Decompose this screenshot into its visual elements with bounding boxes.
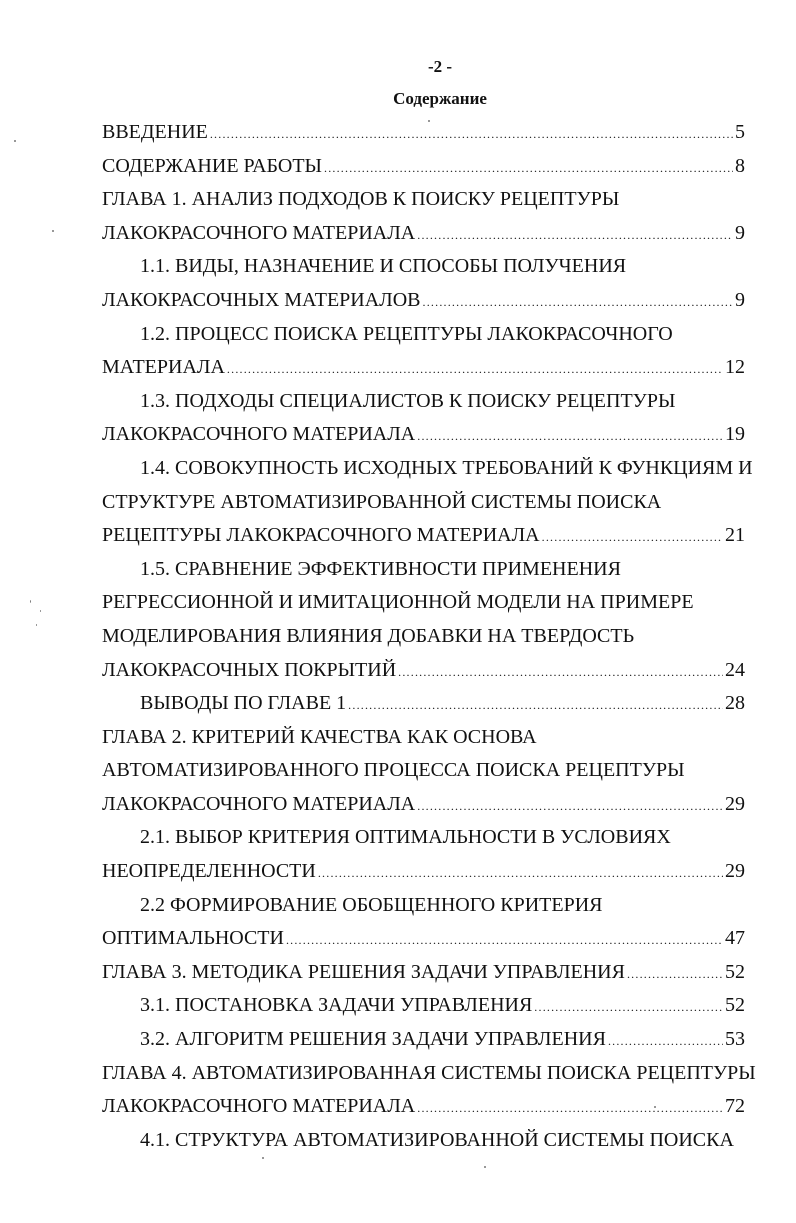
toc-leader-dots (318, 857, 723, 891)
toc-entry (102, 654, 745, 688)
toc-leader-dots (417, 1092, 723, 1126)
toc-entry-page: 24 (725, 658, 745, 681)
toc-entry (102, 956, 745, 990)
scan-speck (14, 140, 16, 142)
table-of-contents (102, 116, 756, 1157)
toc-entry (102, 855, 745, 889)
toc-entry-page: 9 (735, 221, 745, 244)
toc-entry-title: ЛАКОКРАСОЧНЫХ ПОКРЫТИЙ (102, 658, 397, 681)
page-heading: Содержание (393, 89, 487, 108)
scan-speck (262, 1157, 264, 1159)
toc-entry-page: 5 (735, 121, 745, 143)
scan-speck (52, 230, 54, 232)
toc-leader-dots (286, 924, 723, 958)
toc-entry (102, 284, 745, 318)
toc-entry-middle-line: МОДЕЛИРОВАНИЯ ВЛИЯНИЯ ДОБАВКИ НА ТВЕРДОСТЬ (102, 624, 635, 647)
toc-entry-middle-line: РЕГРЕССИОННОЙ И ИМИТАЦИОННОЙ МОДЕЛИ НА ПРИМЕРЕ (102, 591, 694, 614)
toc-entry-first-line: ГЛАВА 4. АВТОМАТИЗИРОВАННАЯ СИСТЕМЫ ПОИСКА РЕЦЕПТУРЫ (102, 1061, 756, 1084)
toc-entry (102, 989, 745, 1023)
toc-entry-first-line: 2.1. ВЫБОР КРИТЕРИЯ ОПТИМАЛЬНОСТИ В УСЛОВИЯХ (140, 826, 671, 849)
toc-entry (102, 351, 745, 385)
page-number: -2 - (427, 57, 453, 76)
toc-entry-title: ГЛАВА 3. МЕТОДИКА РЕШЕНИЯ ЗАДАЧИ УПРАВЛЕНИЯ (102, 960, 625, 983)
toc-leader-dots (417, 790, 723, 824)
toc-entry-page: 19 (725, 423, 745, 446)
toc-entry-title: ОПТИМАЛЬНОСТИ (102, 927, 284, 950)
scan-speck (30, 600, 31, 603)
toc-entry (102, 687, 745, 721)
toc-entry (102, 418, 745, 452)
toc-entry-title: ЛАКОКРАСОЧНОГО МАТЕРИАЛА (102, 221, 416, 244)
toc-entry-page: 21 (725, 524, 745, 547)
toc-entry (102, 1023, 745, 1057)
scan-speck (40, 610, 41, 612)
toc-leader-dots (324, 152, 733, 186)
toc-entry (102, 1090, 745, 1124)
toc-entry-title: МАТЕРИАЛА (102, 356, 225, 379)
toc-entry-page: 72 (725, 1095, 745, 1118)
toc-entry-title: ВВЕДЕНИЕ (102, 121, 208, 143)
scan-speck (654, 1106, 656, 1108)
toc-leader-dots (608, 1025, 723, 1059)
toc-entry-page: 29 (725, 792, 745, 815)
toc-leader-dots (542, 521, 723, 555)
toc-leader-dots (417, 420, 723, 454)
toc-entry (102, 217, 745, 251)
toc-entry-title: ЛАКОКРАСОЧНОГО МАТЕРИАЛА (102, 423, 416, 446)
toc-entry-first-line: 1.2. ПРОЦЕСС ПОИСКА РЕЦЕПТУРЫ ЛАКОКРАСОЧНОГО (140, 322, 673, 345)
toc-entry-first-line: 1.1. ВИДЫ, НАЗНАЧЕНИЕ И СПОСОБЫ ПОЛУЧЕНИЯ (140, 255, 627, 278)
toc-leader-dots (210, 118, 733, 152)
toc-entry-title: РЕЦЕПТУРЫ ЛАКОКРАСОЧНОГО МАТЕРИАЛА (102, 524, 540, 547)
toc-entry (102, 116, 745, 150)
toc-leader-dots (417, 219, 733, 253)
toc-entry-first-line: 1.3. ПОДХОДЫ СПЕЦИАЛИСТОВ К ПОИСКУ РЕЦЕПТУРЫ (140, 389, 676, 412)
toc-entry-page: 8 (735, 154, 745, 177)
toc-entry-title: ЛАКОКРАСОЧНЫХ МАТЕРИАЛОВ (102, 288, 421, 311)
toc-leader-dots (534, 991, 723, 1025)
toc-entry-title: СОДЕРЖАНИЕ РАБОТЫ (102, 154, 322, 177)
toc-entry-first-line: 2.2 ФОРМИРОВАНИЕ ОБОБЩЕННОГО КРИТЕРИЯ (140, 893, 603, 916)
toc-entry-middle-line: СТРУКТУРЕ АВТОМАТИЗИРОВАННОЙ СИСТЕМЫ ПОИСКА (102, 490, 662, 513)
toc-entry-title: ЛАКОКРАСОЧНОГО МАТЕРИАЛА (102, 792, 416, 815)
toc-entry-first-line: ГЛАВА 2. КРИТЕРИЙ КАЧЕСТВА КАК ОСНОВА (102, 725, 537, 748)
toc-leader-dots (423, 286, 733, 320)
toc-entry-page: 52 (725, 960, 745, 983)
toc-entry (102, 150, 745, 184)
scan-speck (428, 120, 430, 122)
toc-entry-title: 3.1. ПОСТАНОВКА ЗАДАЧИ УПРАВЛЕНИЯ (140, 994, 533, 1017)
toc-entry (102, 922, 745, 956)
toc-entry (102, 519, 745, 553)
toc-entry (102, 788, 745, 822)
toc-entry-first-line: 1.4. СОВОКУПНОСТЬ ИСХОДНЫХ ТРЕБОВАНИЙ К ФУНКЦИЯМ И (140, 456, 753, 479)
toc-entry-page: 9 (735, 288, 745, 311)
toc-entry-page: 28 (725, 692, 745, 715)
toc-leader-dots (627, 958, 723, 992)
toc-leader-dots (348, 689, 723, 723)
toc-entry-page: 53 (725, 1028, 745, 1051)
toc-leader-dots (398, 656, 723, 690)
toc-entry-first-line: 1.5. СРАВНЕНИЕ ЭФФЕКТИВНОСТИ ПРИМЕНЕНИЯ (140, 557, 621, 580)
toc-entry-first-line: 4.1. СТРУКТУРА АВТОМАТИЗИРОВАННОЙ СИСТЕМЫ ПОИСКА (140, 1128, 734, 1151)
toc-entry-title: 3.2. АЛГОРИТМ РЕШЕНИЯ ЗАДАЧИ УПРАВЛЕНИЯ (140, 1028, 606, 1051)
toc-entry-first-line: ГЛАВА 1. АНАЛИЗ ПОДХОДОВ К ПОИСКУ РЕЦЕПТУРЫ (102, 188, 620, 211)
toc-entry-page: 52 (725, 994, 745, 1017)
toc-entry-title: ЛАКОКРАСОЧНОГО МАТЕРИАЛА (102, 1095, 416, 1118)
toc-entry-middle-line: АВТОМАТИЗИРОВАННОГО ПРОЦЕССА ПОИСКА РЕЦЕПТУРЫ (102, 759, 685, 782)
scan-speck (484, 1166, 486, 1168)
toc-entry-title: ВЫВОДЫ ПО ГЛАВЕ 1 (140, 692, 347, 715)
toc-entry-title: НЕОПРЕДЕЛЕННОСТИ (102, 860, 316, 883)
toc-entry-page: 12 (725, 356, 745, 379)
scan-speck (36, 624, 37, 626)
toc-entry-page: 29 (725, 860, 745, 883)
toc-leader-dots (227, 353, 723, 387)
toc-entry-page: 47 (725, 927, 745, 950)
